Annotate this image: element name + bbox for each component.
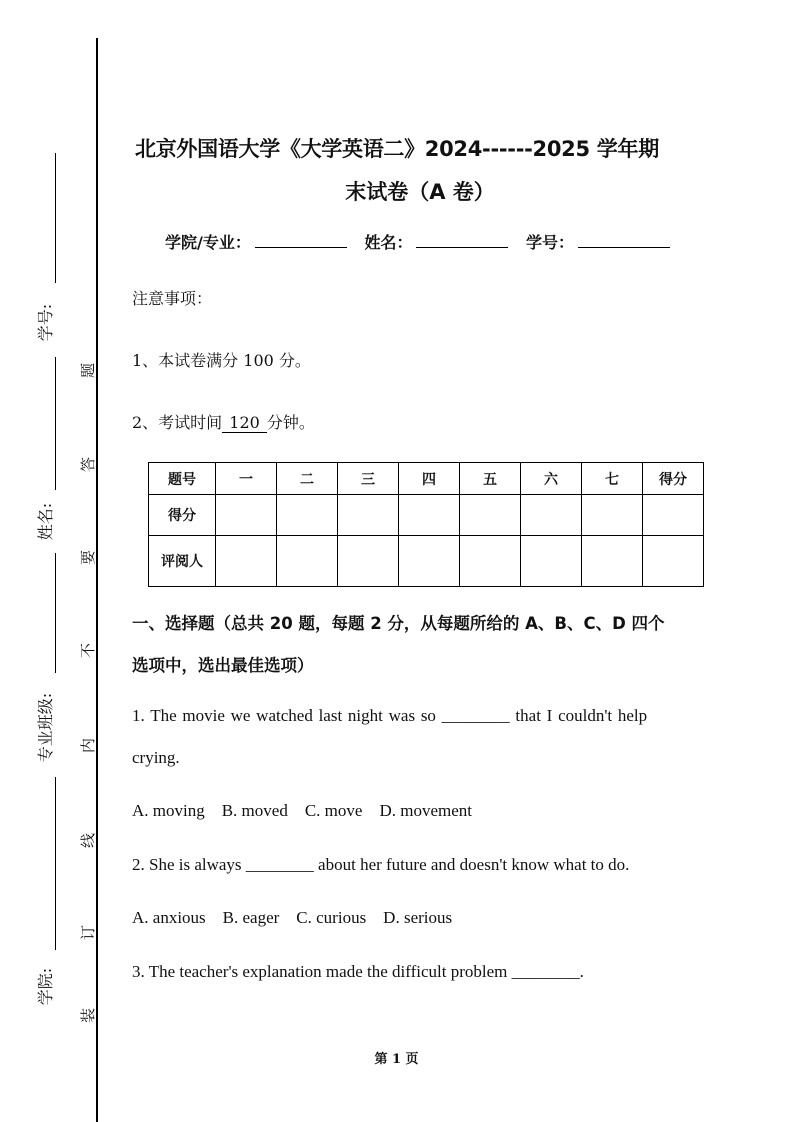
- question-2: 2. She is always ________ about her future and doesn't know what to do.: [132, 855, 630, 874]
- table-header-cell: 三: [338, 463, 399, 495]
- field-name-blank[interactable]: [416, 233, 508, 248]
- question-1-cont: crying.: [132, 748, 180, 767]
- table-row-score: [149, 495, 704, 536]
- margin-line: [55, 153, 56, 283]
- margin-label-class: 专业班级:: [36, 692, 56, 763]
- score-cell[interactable]: [277, 495, 338, 536]
- question-2-options: A. anxious B. eager C. curious D. serious: [132, 908, 453, 927]
- exam-title-line2: 末试卷（A 卷）: [345, 180, 495, 204]
- note-2-pre: 2、考试时间: [132, 413, 223, 432]
- grader-cell[interactable]: [521, 536, 582, 587]
- margin-label-student-id: 学号:: [36, 303, 56, 342]
- score-cell[interactable]: [582, 495, 643, 536]
- question-3: 3. The teacher's explanation made the difficult problem ________.: [132, 962, 584, 981]
- question-1: 1. The movie we watched last night was so ________ that I couldn't help: [132, 706, 648, 725]
- table-header-cell: 七: [582, 463, 643, 495]
- table-header-cell: 二: [277, 463, 338, 495]
- exam-title: 北京外国语大学《大学英语二》2024------2025 学年期: [135, 137, 659, 161]
- margin-line: [55, 357, 56, 490]
- grader-cell[interactable]: [399, 536, 460, 587]
- row-label: 得分: [149, 495, 216, 536]
- seal-char: 答: [79, 456, 98, 473]
- field-college-blank[interactable]: [255, 233, 347, 248]
- note-1: 1、本试卷满分 100 分。: [132, 351, 311, 370]
- grader-cell[interactable]: [460, 536, 521, 587]
- seal-char: 订: [79, 924, 98, 941]
- section-title: 一、选择题（总共 20 题，每题 2 分，从每题所给的 A、B、C、D 四个: [132, 614, 665, 633]
- grader-cell[interactable]: [216, 536, 277, 587]
- question-1-options: A. moving B. moved C. move D. movement: [132, 801, 472, 820]
- margin-label-college: 学院:: [36, 967, 56, 1006]
- margin-line: [55, 777, 56, 950]
- exam-duration: 120: [224, 413, 265, 432]
- seal-char: 线: [79, 832, 98, 849]
- seal-char: 内: [79, 737, 98, 754]
- grader-cell[interactable]: [277, 536, 338, 587]
- table-header-row: [149, 463, 704, 495]
- score-cell[interactable]: [643, 495, 704, 536]
- seal-char: 不: [79, 642, 98, 659]
- score-cell[interactable]: [521, 495, 582, 536]
- student-info: [165, 230, 682, 253]
- grader-cell[interactable]: [582, 536, 643, 587]
- note-2-post: 分钟。: [266, 413, 315, 432]
- seal-char: 题: [79, 362, 98, 379]
- notes-heading: 注意事项：: [132, 289, 213, 308]
- score-cell[interactable]: [460, 495, 521, 536]
- grader-cell[interactable]: [338, 536, 399, 587]
- table-header-cell: 一: [216, 463, 277, 495]
- margin-label-name: 姓名:: [36, 502, 56, 541]
- score-cell[interactable]: [338, 495, 399, 536]
- table-header-cell: 六: [521, 463, 582, 495]
- score-cell[interactable]: [216, 495, 277, 536]
- row-label: 评阅人: [149, 536, 216, 587]
- page-number: 第 1 页: [374, 1052, 419, 1067]
- table-header-cell: 五: [460, 463, 521, 495]
- binding-line: [96, 38, 98, 1122]
- seal-char: 装: [79, 1007, 98, 1024]
- margin-line: [55, 553, 56, 673]
- table-row-grader: [149, 536, 704, 587]
- field-name-label: 姓名：: [364, 233, 413, 252]
- seal-char: 要: [79, 549, 98, 566]
- field-id-blank[interactable]: [578, 233, 670, 248]
- field-id-label: 学号：: [526, 233, 575, 252]
- grader-cell[interactable]: [643, 536, 704, 587]
- score-cell[interactable]: [399, 495, 460, 536]
- section-title-line2: 选项中，选出最佳选项）: [132, 656, 314, 675]
- field-college-label: 学院/专业：: [165, 233, 251, 252]
- table-header-cell: 得分: [643, 463, 704, 495]
- note-2: [132, 410, 315, 433]
- table-header-cell: 四: [399, 463, 460, 495]
- score-table: [148, 462, 704, 587]
- table-header-cell: 题号: [149, 463, 216, 495]
